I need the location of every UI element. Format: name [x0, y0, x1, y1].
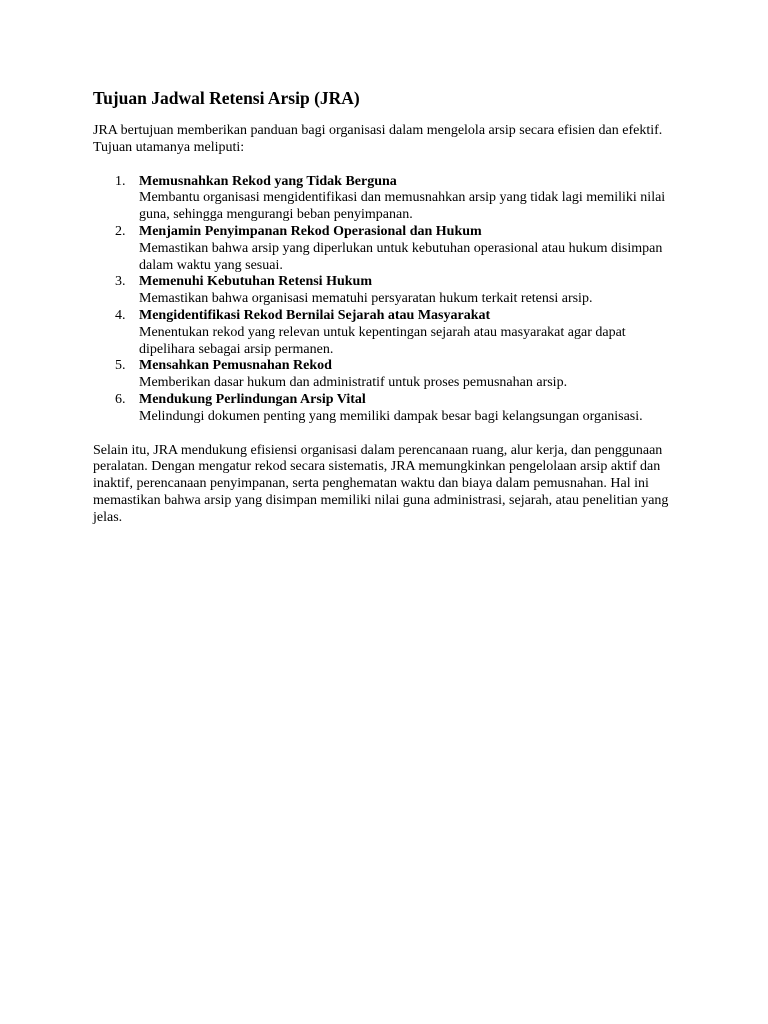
page-title: Tujuan Jadwal Retensi Arsip (JRA): [93, 88, 360, 108]
list-item-description: Memastikan bahwa arsip yang diperlukan untuk kebutuhan operasional atau hukum disimpan dalam waktu yang sesuai.: [139, 240, 663, 273]
list-item-number: 6.: [115, 391, 126, 407]
list-item: [93, 174, 683, 224]
objectives-list: [93, 174, 683, 426]
closing-paragraph: Selain itu, JRA mendukung efisiensi organisasi dalam perencanaan ruang, alur kerja, dan penggunaan peralatan. Dengan mengatur rekod secara sistematis, JRA memungkinkan pengelolaan arsip aktif dan inaktif, perencanaan penyimpanan, serta penghematan waktu dan biaya dalam pemusnahan. Hal ini memastikan bahwa arsip yang disimpan memiliki nilai guna administrasi, sejarah, atau penelitian yang jelas.: [93, 442, 669, 525]
list-item-number: 3.: [115, 274, 126, 290]
list-item-heading: Memenuhi Kebutuhan Retensi Hukum: [139, 274, 372, 290]
list-item-heading: Mengidentifikasi Rekod Bernilai Sejarah atau Masyarakat: [139, 307, 491, 323]
list-item: [93, 274, 683, 308]
list-item: [93, 358, 683, 392]
list-item-number: 1.: [115, 173, 126, 189]
list-item-heading: Mensahkan Pemusnahan Rekod: [139, 358, 332, 374]
list-item: [93, 224, 683, 274]
list-item-heading: Mendukung Perlindungan Arsip Vital: [139, 391, 366, 407]
document-page: [93, 87, 683, 527]
list-item-heading: Menjamin Penyimpanan Rekod Operasional dan Hukum: [139, 223, 482, 239]
list-item-description: Melindungi dokumen penting yang memiliki dampak besar bagi kelangsungan organisasi.: [139, 408, 643, 424]
list-item-description: Memberikan dasar hukum dan administratif untuk proses pemusnahan arsip.: [139, 375, 568, 391]
list-item-number: 5.: [115, 358, 126, 374]
list-item: [93, 392, 683, 426]
list-item-description: Membantu organisasi mengidentifikasi dan memusnahkan arsip yang tidak lagi memiliki nilai guna, sehingga mengurangi beban penyimpanan.: [139, 190, 666, 223]
list-item-description: Menentukan rekod yang relevan untuk kepentingan sejarah atau masyarakat agar dapat dipelihara sebagai arsip permanen.: [139, 324, 626, 357]
list-item-number: 2.: [115, 223, 126, 239]
list-item: [93, 308, 683, 358]
list-item-heading: Memusnahkan Rekod yang Tidak Berguna: [139, 173, 397, 189]
list-item-number: 4.: [115, 307, 126, 323]
intro-paragraph: JRA bertujuan memberikan panduan bagi organisasi dalam mengelola arsip secara efisien dan efektif. Tujuan utamanya meliputi:: [93, 123, 663, 155]
list-item-description: Memastikan bahwa organisasi mematuhi persyaratan hukum terkait retensi arsip.: [139, 291, 593, 307]
